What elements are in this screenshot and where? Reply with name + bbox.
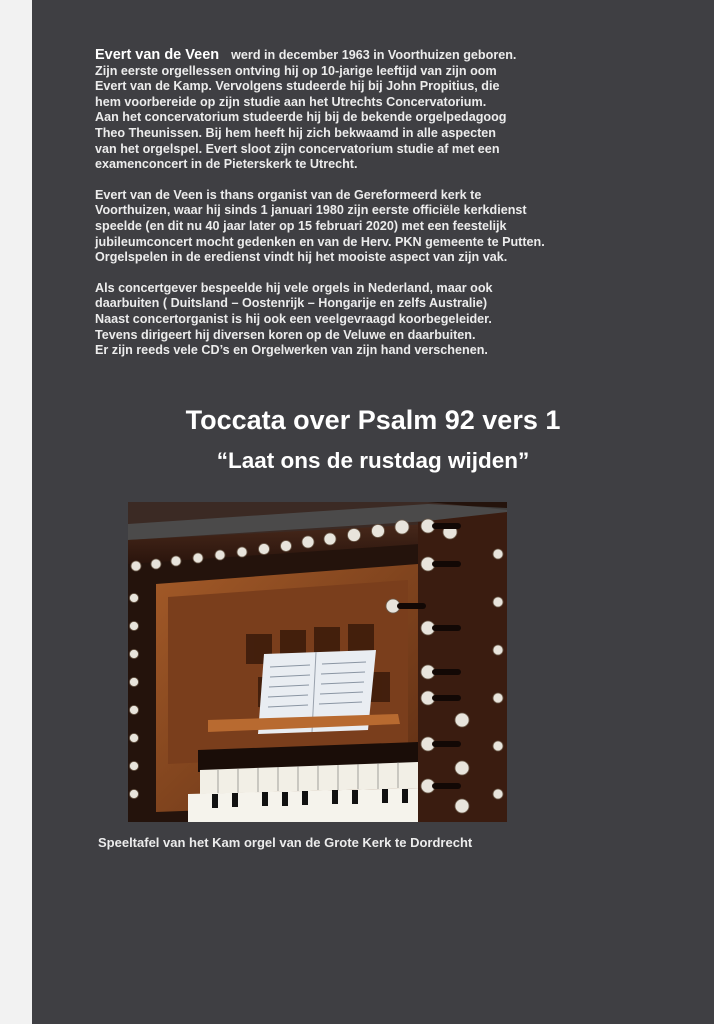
bio-line: Evert van de Kamp. Vervolgens studeerde hij bij John Propitius, die (95, 79, 500, 94)
bio-line: Als concertgever bespeelde hij vele orgels in Nederland, maar ook (95, 280, 493, 295)
bio-line: speelde (en dit nu 40 jaar later op 15 februari 2020) met een feestelijk (95, 218, 507, 233)
bio-line: jubileumconcert mocht gedenken en van de Herv. PKN gemeente te Putten. (95, 234, 545, 249)
piece-title: Toccata over Psalm 92 vers 1 (185, 405, 561, 435)
bio-line: van het orgelspel. Evert sloot zijn concervatorium studie af met een (95, 141, 500, 156)
bio-line: Zijn eerste orgellessen ontving hij op 10-jarige leeftijd van zijn oom (95, 63, 497, 78)
bio-first-line-text: werd in december 1963 in Voorthuizen geboren. (231, 48, 517, 62)
bio-line: Evert van de Veen is thans organist van de Gereformeerd kerk te (95, 187, 482, 202)
bio-line: daarbuiten ( Duitsland – Oostenrijk – Hongarije en zelfs Australie) (95, 296, 488, 311)
bio-line: Theo Theunissen. Bij hem heeft hij zich bekwaamd in alle aspecten (95, 125, 497, 140)
bio-paragraph-2 (95, 188, 655, 266)
piece-subtitle: “Laat ons de rustdag wijden” (216, 448, 530, 473)
bio-line: Aan het concervatorium studeerde hij bij de bekende orgelpedagoog (95, 110, 507, 125)
bio-line: examenconcert in de Pieterskerk te Utrecht. (95, 157, 358, 172)
bio-line: Naast concertorganist is hij ook een veelgevraagd koorbegeleider. (95, 311, 492, 326)
organ-console-photo (128, 502, 507, 822)
biography-text (95, 48, 655, 374)
bio-paragraph-1 (95, 48, 655, 173)
bio-paragraph-3 (95, 281, 655, 359)
organist-name: Evert van de Veen (95, 47, 220, 63)
bio-first-line (95, 48, 655, 64)
brochure-page (32, 0, 714, 1024)
photo-caption: Speeltafel van het Kam orgel van de Grote Kerk te Dordrecht (98, 835, 473, 850)
bio-line: hem voorbereide op zijn studie aan het Utrechts Concervatorium. (95, 94, 487, 109)
bio-line: Tevens dirigeert hij diversen koren op de Veluwe en daarbuiten. (95, 327, 476, 342)
bio-line: Orgelspelen in de eredienst vindt hij het mooiste aspect van zijn vak. (95, 250, 508, 265)
bio-line: Voorthuizen, waar hij sinds 1 januari 1980 zijn eerste officiële kerkdienst (95, 203, 527, 218)
bio-line: Er zijn reeds vele CD’s en Orgelwerken van zijn hand verschenen. (95, 343, 488, 358)
